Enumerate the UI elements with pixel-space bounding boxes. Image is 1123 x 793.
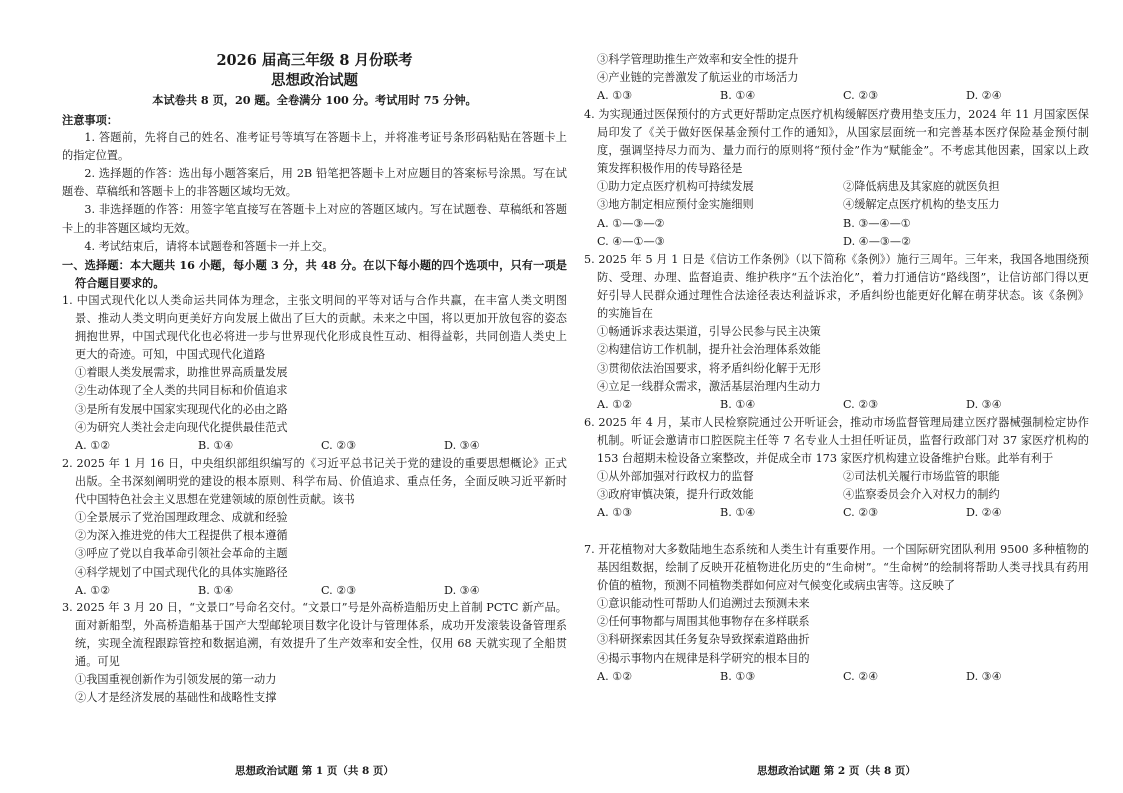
answer-choices: [62, 437, 567, 455]
question-stem: 4. 为实现通过医保预付的方式更好帮助定点医疗机构缓解医疗费用垫支压力，2024 年 11 月国家医保局印发了《关于做好医保基金预付工作的通知》，从国家层面统一和完善基本医疗保险基金预付制度，强调坚持尽力而为、量力而行的原则将“预付金”作为“赋能金”。不考虑其他因素，国家以上政策发挥积极作用的传导路径是: [584, 108, 1089, 176]
notice-item: 4. 考试结束后，请将本试题卷和答题卡一并上交。: [84, 239, 334, 253]
question-stem: 3. 2025 年 3 月 20 日，“文景口”号命名交付。“文景口”号是外高桥造船历史上首制 PCTC 新产品。面对新船型，外高桥造船基于国产大型邮轮项目数字化设计与管理体系，成功开发滚装设备管理系统，实现全流程跟踪管控和数据追溯，有效提升了生产效率和安全性，仅用 68 天就实现了全船贯通。可见: [62, 601, 567, 669]
option: ①我国重视创新作为引领发展的第一动力: [75, 673, 277, 687]
option: ②司法机关履行市场监管的职能: [843, 470, 1000, 484]
statement-options: [584, 178, 1089, 214]
section-heading: [62, 256, 567, 292]
choice-a: A. ①②: [75, 583, 111, 597]
answer-choices: [584, 215, 1089, 251]
option: ①助力定点医疗机构可持续发展: [597, 180, 754, 194]
answer-choices: [584, 396, 1089, 414]
choice-d: D. ④—③—②: [843, 234, 912, 248]
option: ③政府审慎决策，提升行政效能: [597, 488, 754, 502]
option: ②为深入推进党的伟大工程提供了根本遵循: [75, 529, 288, 543]
question-stem: 7. 开花植物对大多数陆地生态系统和人类生计有重要作用。一个国际研究团队利用 9500 多种植物的基因组数据，绘制了反映开花植物进化历史的“生命树”。“生命树”的绘制将帮助人类寻找具有药用价值的植物，预测不同植物类群如何应对气候变化或病虫害等。这反映了: [584, 543, 1089, 593]
option: ①从外部加强对行政权力的监督: [597, 470, 754, 484]
answer-choices: [584, 504, 1089, 522]
choice-a: A. ①②: [597, 669, 633, 683]
choice-c: C. ②④: [843, 669, 879, 683]
choice-d: D. ③④: [444, 583, 480, 597]
choice-b: B. ①③: [720, 669, 756, 683]
choice-c: C. ②③: [843, 506, 879, 520]
choice-c: C. ②③: [321, 583, 357, 597]
question-7: [584, 541, 1089, 686]
option: ④科学规划了中国式现代化的具体实施路径: [75, 565, 288, 579]
option: ④为研究人类社会走向现代化提供最佳范式: [75, 420, 288, 434]
choice-c: C. ②③: [321, 438, 357, 452]
subject-title: 思想政治试题: [271, 72, 358, 89]
option: ②降低病患及其家庭的就医负担: [843, 180, 1000, 194]
page-footer-right: 思想政治试题 第 2 页（共 8 页）: [757, 765, 916, 777]
notice-item: 3. 非选择题的作答：用签字笔直接写在答题卡上对应的答题区域内。写在试题卷、草稿纸和答题卡上的非答题区域均无效。: [62, 203, 567, 235]
option: ③科研探索因其任务复杂导致探索道路曲折: [597, 633, 810, 647]
right-page: [584, 0, 1089, 793]
question-stem: 6. 2025 年 4 月，某市人民检察院通过公开听证会，推动市场监督管理局建立医疗器械强制检定协作机制。听证会邀请市口腔医院主任等 7 名专业人士担任听证员，监督行政部门对 37 家医疗机构的 153 台超期未检设备立案整改，并促成全市 173 家医疗机构建立设备维护台账。此举有利于: [584, 416, 1089, 466]
answer-choices: [584, 87, 1089, 105]
choice-a: A. ①②: [597, 397, 633, 411]
choice-d: D. ③④: [966, 669, 1002, 683]
option: ④揭示事物内在规律是科学研究的根本目的: [597, 651, 810, 665]
notice-item: 2. 选择题的作答：选出每小题答案后，用 2B 铅笔把答题卡上对应题目的答案标号涂黑。写在试题卷、草稿纸和答题卡上的非答题区域均无效。: [62, 167, 567, 199]
choice-c: C. ②③: [843, 89, 879, 103]
choice-d: D. ③④: [444, 438, 480, 452]
notice-title: 注意事项：: [62, 113, 118, 127]
option: ④产业链的完善激发了航运业的市场活力: [597, 71, 799, 85]
statement-options: [584, 468, 1089, 504]
question-stem: 2. 2025 年 1 月 16 日，中央组织部组织编写的《习近平总书记关于党的建设的重要思想概论》正式出版。全书深刻阐明党的建设的根本原则、科学布局、价值追求、重点任务，全面反映习近平新时代中国特色社会主义思想在党建领域的原创性贡献。该书: [62, 457, 567, 507]
choice-d: D. ②④: [966, 89, 1002, 103]
choice-b: B. ①④: [720, 397, 756, 411]
answer-choices: [62, 582, 567, 600]
left-page: [62, 0, 567, 793]
choice-b: B. ①④: [198, 583, 234, 597]
option: ③贯彻依法治国要求，将矛盾纠纷化解于无形: [597, 361, 821, 375]
option: ④缓解定点医疗机构的垫支压力: [843, 198, 1000, 212]
choice-a: A. ①③: [597, 506, 633, 520]
choice-a: A. ①—③—②: [597, 216, 665, 230]
section-title: 一、选择题：本大题共 16 小题，每小题 3 分，共 48 分。在以下每小题的四个选项中，只有一项是符合题目要求的。: [62, 258, 567, 291]
option: ①全景展示了党治国理政理念、成就和经验: [75, 511, 288, 525]
option: ③呼应了党以自我革命引领社会革命的主题: [75, 547, 288, 561]
choice-b: B. ①④: [720, 506, 756, 520]
option: ④立足一线群众需求，激活基层治理内生动力: [597, 379, 821, 393]
question-3-part: [62, 599, 567, 708]
exam-title: 2026 届高三年级 8 月份联考: [216, 52, 413, 69]
option: ②任何事物都与周围其他事物存在多样联系: [597, 615, 810, 629]
exam-header: [62, 51, 567, 109]
question-5: [584, 251, 1089, 414]
question-2: [62, 455, 567, 600]
choice-c: C. ②③: [843, 397, 879, 411]
option: ③科学管理助推生产效率和安全性的提升: [597, 53, 799, 66]
exam-info: 本试卷共 8 页，20 题。全卷满分 100 分。考试用时 75 分钟。: [152, 93, 477, 107]
option: ②构建信访工作机制，提升社会治理体系效能: [597, 343, 821, 357]
question-3-continued: [584, 51, 1089, 105]
option: ②生动体现了全人类的共同目标和价值追求: [75, 384, 288, 398]
notice-block: [62, 111, 567, 256]
choice-c: C. ④—①—③: [597, 234, 665, 248]
option: ①着眼人类发展需求，助推世界高质量发展: [75, 366, 288, 380]
choice-d: D. ②④: [966, 506, 1002, 520]
page-footer-left: 思想政治试题 第 1 页（共 8 页）: [235, 765, 394, 777]
option: ①畅通诉求表达渠道，引导公民参与民主决策: [597, 325, 821, 339]
choice-a: A. ①②: [75, 438, 111, 452]
question-stem: 5. 2025 年 5 月 1 日是《信访工作条例》（以下简称《条例》）施行三周年。三年来，我国各地围绕预防、受理、办理、监督追责、维护秩序“五个法治化”，着力打通信访“路线图”，让信访部门得以更好引导人民群众通过理性合法途径表达利益诉求，矛盾纠纷也能更好化解在萌芽状态。该《条例》的实施旨在: [584, 253, 1089, 321]
option: ③是所有发展中国家实现现代化的必由之路: [75, 402, 288, 416]
choice-b: B. ①④: [720, 89, 756, 103]
notice-item: 1. 答题前，先将自己的姓名、准考证号等填写在答题卡上，并将准考证号条形码粘贴在答题卡上的指定位置。: [62, 131, 567, 163]
answer-choices: [584, 668, 1089, 686]
choice-d: D. ③④: [966, 397, 1002, 411]
question-6: [584, 414, 1089, 523]
option: ③地方制定相应预付金实施细则: [597, 198, 754, 212]
option: ①意识能动性可帮助人们追溯过去预测未来: [597, 597, 810, 611]
choice-b: B. ①④: [198, 438, 234, 452]
option: ④监察委员会介入对权力的制约: [843, 488, 1000, 502]
option: ②人才是经济发展的基础性和战略性支撑: [75, 691, 277, 705]
choice-b: B. ③—④—①: [843, 216, 911, 230]
question-stem: 1. 中国式现代化以人类命运共同体为理念，主张文明间的平等对话与合作共赢，在丰富人类文明图景、推动人类文明向更美好方向发展上做出了巨大的贡献。未来之中国，将以更加开放包容的姿态拥抱世界，中国式现代化也必将进一步与世界现代化形成良性互动、相得益彰，共同创造人类史上更大的奇迹。可知，中国式现代化道路: [62, 294, 567, 362]
choice-a: A. ①③: [597, 89, 633, 103]
question-1: [62, 292, 567, 455]
question-4: [584, 106, 1089, 251]
